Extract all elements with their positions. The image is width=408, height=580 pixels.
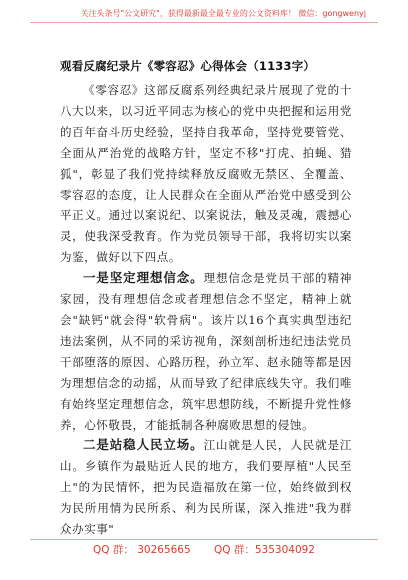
section-body-1: 理想信念是党员干部的精神家园，没有理想信念或者理想信念不坚定，精神上就会"缺钙"就会得"软骨病"。该片以16个真实典型违纪违法案例，从不同的采访视角，深刻剖析违纪违法党员干部堕落的原因、心路历程，孙立军、赵永随等都是因为理想信念的动摇，从而导致了纪律底线失守。我们唯有始终坚定理想信念，筑牢思想防线，不断提升党性修养，心怀敬畏，才能抵制各种腐败思想的侵蚀。 bbox=[60, 271, 353, 432]
section-lead-1: 一是坚定理想信念。 bbox=[83, 270, 204, 286]
section-body-2: 江山就是人民，人民就是江山。乡镇作为最贴近人民的地方，我们要厚植"人民至上"的为民情怀，把为民造福放在第一位，始终做到权为民所用情为民所系、利为民所谋，深入推进"我为群众办实事" bbox=[60, 438, 353, 537]
footer-contacts bbox=[0, 542, 408, 557]
section-paragraph-1 bbox=[60, 268, 352, 435]
intro-paragraph: 《零容忍》这部反腐系列经典纪录片展现了党的十八大以来，以习近平同志为核心的党中央把握和运用党的百年奋斗历史经验，坚持自我革命，坚持党要管党、全面从严治党的战略方针，坚定不移"打虎、拍蝇、猎狐"，彰显了我们党持续释放反腐败无禁区、全覆盖、零容忍的态度，让人民群众在全面从严治党中感受到公平正义。通过以案说纪、以案说法，触及灵魂，震撼心灵，使我深受教育。作为党员领导干部，我将切实以案为鉴，做好以下四点。 bbox=[60, 83, 352, 265]
document-body bbox=[60, 80, 352, 540]
footer-divider bbox=[30, 539, 378, 540]
footer-qq-group-2: QQ 群：535304092 bbox=[214, 544, 315, 556]
section-paragraph-2 bbox=[60, 435, 352, 540]
section-lead-2: 二是站稳人民立场。 bbox=[83, 437, 204, 453]
document-title: 观看反腐纪录片《零容忍》心得体会（1133字） bbox=[60, 59, 316, 73]
header-divider bbox=[30, 22, 378, 23]
promo-banner: 关注头条号"公文研究"，获得最新最全最专业的公文资料库！ 微信：gongwenyj bbox=[80, 9, 366, 18]
footer-qq-group-1: QQ 群： 30265665 bbox=[93, 544, 191, 556]
